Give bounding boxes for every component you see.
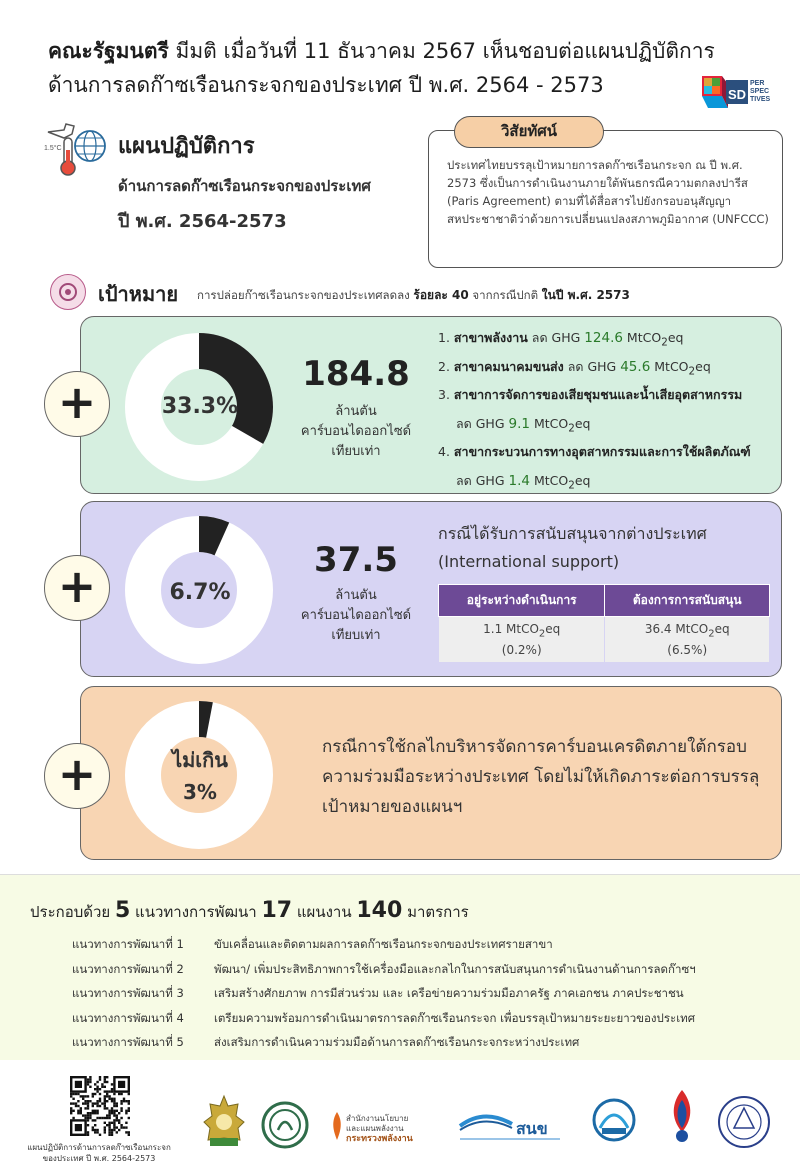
guide-label: แนวทางการพัฒนาที่ 2	[72, 961, 184, 976]
guide-item	[72, 981, 792, 1006]
sector-list	[438, 326, 778, 526]
guide-item	[72, 1030, 792, 1055]
unit-line1: ล้านตัน	[335, 404, 377, 419]
sector-name: สาขาการจัดการของเสียชุมชนและน้ำเสียอุตสาหกรรม	[453, 387, 743, 402]
guide-label: แนวทางการพัฒนาที่ 5	[72, 1035, 184, 1049]
tgo-logo	[260, 1100, 310, 1150]
qr-code[interactable]	[70, 1076, 130, 1136]
flame-icon	[330, 1110, 344, 1142]
guide-text: เตรียมความพร้อมการดำเนินมาตรการลดก๊าซเรือนกระจก เพื่อบรรลุเป้าหมายระยะยาวของประเทศ	[214, 1010, 696, 1025]
qr-caption: แผนปฏิบัติการด้านการลดก๊าซเรือนกระจก ของประเทศ ปี พ.ศ. 2564-2573	[27, 1143, 171, 1163]
intl-table	[438, 584, 770, 663]
target-icon	[50, 274, 86, 310]
thermometer-globe-icon	[44, 120, 108, 180]
intl-value: 37.5	[314, 540, 398, 580]
target-text-a: การปล่อยก๊าซเรือนกระจกของประเทศลดลง	[197, 288, 414, 302]
guide-label: แนวทางการพัฒนาที่ 4	[72, 1010, 184, 1025]
plus-icon: +	[44, 371, 110, 437]
title-bold: คณะรัฐมนตรี	[48, 39, 169, 63]
sector-value: 45.6	[620, 358, 651, 375]
intl-title	[438, 520, 778, 576]
guide-item	[72, 1006, 792, 1031]
unit-line3: เทียบเท่า	[331, 628, 381, 643]
pcd-logo	[590, 1098, 638, 1144]
eppo-line3: กระทรวงพลังงาน	[346, 1134, 413, 1144]
svg-text:TIVES: TIVES	[750, 96, 771, 103]
sector-row: 4. สาขากระบวนการทางอุตสาหกรรมและการใช้ผลิตภัณฑ์	[438, 444, 751, 459]
unit-line1: ล้านตัน	[335, 588, 377, 603]
carbon-credit-text: กรณีการใช้กลไกบริหารจัดการคาร์บอนเครดิตภายใต้กรอบความร่วมมือระหว่างประเทศ โดยไม่ให้เกิดภาระต่อการบรรลุเป้าหมายของแผนฯ	[322, 737, 760, 817]
otp-logo	[456, 1110, 566, 1144]
guide-text: ส่งเสริมการดำเนินความร่วมมือด้านการลดก๊าซเรือนกระจกระหว่างประเทศ	[214, 1035, 580, 1049]
sector-value: 9.1	[508, 415, 530, 432]
pct-line2: 3%	[183, 780, 217, 804]
guide-text: เสริมสร้างศักยภาพ การมีส่วนร่วม และ เครือข่ายความร่วมมือภาครัฐ ภาคเอกชน ภาคประชาชน	[214, 986, 684, 1000]
guide-label: แนวทางการพัฒนาที่ 3	[72, 986, 184, 1000]
table-cell: 36.4 MtCO$_2$eq (6.5%)	[605, 617, 770, 663]
guide-item	[72, 957, 792, 982]
unit-line2: คาร์บอนไดออกไซด์	[300, 608, 412, 623]
guide-item	[72, 932, 792, 957]
sector-name: สาขาคมนาคมขนส่ง	[453, 358, 564, 374]
sector-value: 124.6	[584, 330, 623, 346]
ministry-seal-logo	[716, 1094, 772, 1150]
sector-row: ลด GHG 1.4 MtCO$_2$eq	[456, 472, 591, 491]
unit-line2: คาร์บอนไดออกไซด์	[300, 424, 412, 439]
vision-label: วิสัยทัศน์	[454, 116, 604, 148]
intl-title-line1: กรณีได้รับการสนับสนุนจากต่างประเทศ	[438, 524, 707, 543]
intl-unit	[296, 586, 416, 646]
plan-icon-label: 1.5°C	[44, 145, 62, 152]
eppo-line1: สำนักงานนโยบาย	[346, 1114, 409, 1123]
guide-text: ขับเคลื่อนและติดตามผลการลดก๊าซเรือนกระจกของประเทศรายสาขา	[214, 937, 553, 951]
plan-subtitle: ด้านการลดก๊าซเรือนกระจกของประเทศ	[118, 177, 371, 195]
target-text	[197, 286, 630, 305]
title-line2: ด้านการลดก๊าซเรือนกระจกของประเทศ ปี พ.ศ. 2564 - 2573	[48, 73, 604, 97]
sector-name: สาขาพลังงาน	[453, 330, 528, 345]
table-cell: 1.1 MtCO$_2$eq (0.2%)	[439, 617, 605, 663]
donut-percent	[150, 744, 250, 808]
guide-list	[72, 932, 792, 1055]
svg-text:PER: PER	[750, 80, 765, 87]
pct-line1: ไม่เกิน	[172, 748, 228, 772]
donut-percent: 33.3%	[161, 394, 239, 419]
sector-row: 2. สาขาคมนาคมขนส่ง ลด GHG 45.6 MtCO$_2$eq	[438, 358, 711, 377]
title-rest: มีมติ เมื่อวันที่ 11 ธันวาคม 2567 เห็นชอบต่อแผนปฏิบัติการ	[168, 39, 715, 63]
domestic-unit	[296, 402, 416, 462]
composition-title: ประกอบด้วย 5 แนวทางการพัฒนา 17 แผนงาน 140 มาตรการ	[30, 898, 469, 923]
sector-row: 1. สาขาพลังงาน ลด GHG 124.6 MtCO$_2$eq	[438, 330, 684, 349]
otp-text: สนข	[516, 1121, 548, 1138]
target-text-c: จากกรณีปกติ	[468, 288, 542, 302]
dcce-logo	[660, 1088, 704, 1148]
target-text-d: ในปี พ.ศ. 2573	[541, 288, 630, 302]
plan-title: แผนปฏิบัติการ	[118, 134, 255, 159]
target-label: เป้าหมาย	[98, 282, 179, 306]
svg-text:SD: SD	[728, 87, 747, 102]
plus-icon: +	[44, 743, 110, 809]
sd-perspectives-logo	[700, 72, 780, 114]
svg-text:SPEC: SPEC	[750, 88, 770, 95]
count-measures: 140	[356, 898, 403, 923]
target-text-b: ร้อยละ 40	[413, 288, 469, 302]
table-header: ต้องการการสนับสนุน	[605, 585, 770, 617]
page-title	[48, 34, 748, 102]
plan-year: ปี พ.ศ. 2564-2573	[118, 211, 287, 232]
count-plans: 17	[261, 898, 293, 923]
intl-title-line2: (International support)	[438, 552, 620, 571]
unit-line3: เทียบเท่า	[331, 444, 381, 459]
sector-row: 3. สาขาการจัดการของเสียชุมชนและน้ำเสียอุตสาหกรรม	[438, 387, 743, 402]
ministry-emblem-logo	[198, 1094, 250, 1150]
domestic-value: 184.8	[302, 354, 410, 394]
guide-text: พัฒนา/ เพิ่มประสิทธิภาพการใช้เครื่องมือและกลไกในการสนับสนุนการดำเนินงานด้านการลดก๊าซฯ	[214, 961, 696, 976]
guide-label: แนวทางการพัฒนาที่ 1	[72, 937, 184, 951]
count-guides: 5	[114, 898, 131, 923]
sector-name: สาขากระบวนการทางอุตสาหกรรมและการใช้ผลิตภัณฑ์	[453, 444, 751, 459]
sector-value: 1.4	[508, 472, 530, 489]
vision-text: ประเทศไทยบรรลุเป้าหมายการลดก๊าซเรือนกระจก ณ ปี พ.ศ. 2573 ซึ่งเป็นการดำเนินงานภายใต้พันธกรณีความตกลงปารีส (Paris Agreement) ตามที่ได้สื่อสารไปยังกรอบอนุสัญญาสหประชาชาติว่าด้วยการเปลี่ยนแปลงสภาพภูมิอากาศ (UNFCCC)	[447, 158, 769, 226]
sector-row: ลด GHG 9.1 MtCO$_2$eq	[456, 415, 591, 434]
table-header: อยู่ระหว่างดำเนินการ	[439, 585, 605, 617]
eppo-line2: และแผนพลังงาน	[346, 1124, 404, 1133]
plus-icon: +	[44, 555, 110, 621]
donut-percent: 6.7%	[169, 580, 231, 605]
